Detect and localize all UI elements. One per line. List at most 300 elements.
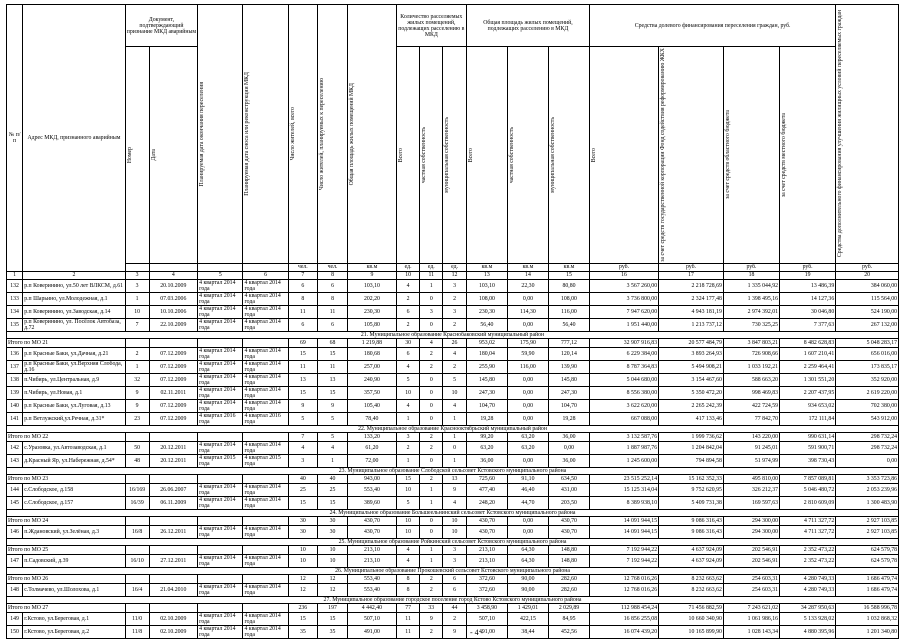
table-cell: 11: [396, 625, 420, 638]
address-cell: с.Слободское, д.157: [23, 496, 126, 509]
address-cell: п.Чибирь, ул.Новая, д.1: [23, 386, 126, 399]
table-cell: 180,68: [348, 347, 397, 360]
table-cell: 230,30: [348, 305, 397, 318]
table-cell: 4 квартал 2014 года: [198, 483, 243, 496]
table-cell: 2: [420, 347, 443, 360]
table-cell: 298 732,24: [836, 441, 899, 454]
table-cell: 5: [443, 373, 467, 386]
subtotal-row: [7, 545, 899, 554]
table-cell: 63,20: [466, 441, 507, 454]
table-cell: 1 300 483,90: [836, 496, 899, 509]
subtotal-cell: 294 300,00: [723, 516, 779, 525]
table-cell: 384 060,00: [836, 279, 899, 292]
subtotal-cell: 34 287 950,63: [780, 603, 836, 612]
table-cell: 80,80: [548, 279, 589, 292]
table-cell: 2 810 609,09: [780, 496, 836, 509]
table-cell: 19,28: [548, 412, 589, 425]
header-address: Адрес МКД, признанного аварийным: [23, 5, 126, 272]
subtotal-cell: 2 352 473,22: [780, 545, 836, 554]
table-cell: 0: [420, 412, 443, 425]
table-cell: 794 894,58: [659, 454, 724, 467]
unit-cell: кв.м: [466, 263, 507, 271]
table-cell: 13: [288, 373, 317, 386]
table-cell: 1 951 440,00: [590, 318, 659, 331]
table-cell: 11/8: [125, 625, 149, 638]
table-cell: 213,10: [348, 554, 397, 567]
table-cell: 5 350 472,20: [659, 386, 724, 399]
section-heading-row: [7, 467, 899, 474]
subtotal-cell: 30: [396, 338, 420, 347]
subtotal-cell: 2: [420, 432, 443, 441]
subtotal-cell: [125, 338, 149, 347]
table-cell: 4 637 924,09: [659, 554, 724, 567]
table-cell: 2: [125, 347, 149, 360]
table-cell: 149: [7, 612, 23, 625]
subtotal-cell: 2: [420, 574, 443, 583]
table-cell: 1 213 737,12: [659, 318, 724, 331]
subtotal-cell: [243, 338, 288, 347]
table-cell: 4 квартал 2014 года: [198, 625, 243, 638]
table-cell: 4 квартал 2016 года: [198, 412, 243, 425]
subtotal-cell: 943,00: [348, 474, 397, 483]
table-cell: 4: [317, 441, 347, 454]
table-cell: 240,90: [348, 373, 397, 386]
table-cell: 07.03.2006: [149, 292, 198, 305]
table-cell: 4 квартал 2016 года: [243, 412, 288, 425]
section-title: 22. Муниципальное образование Краснооктябрьский муниципальный район: [7, 425, 899, 432]
subtotal-cell: 133,20: [348, 432, 397, 441]
subtotal-cell: [149, 545, 198, 554]
subtotal-cell: 15: [396, 474, 420, 483]
table-cell: 5 409 731,38: [659, 496, 724, 509]
table-cell: 282,60: [548, 583, 589, 596]
table-cell: 1 398 495,16: [723, 292, 779, 305]
table-cell: 0,00: [507, 292, 548, 305]
subtotal-cell: 7 857 089,81: [780, 474, 836, 483]
table-cell: 202 546,91: [723, 554, 779, 567]
subtotal-cell: 69: [288, 338, 317, 347]
subtotal-cell: 16 588 996,78: [836, 603, 899, 612]
unit-cell: кв.м: [548, 263, 589, 271]
table-cell: 15: [288, 496, 317, 509]
table-cell: 07.12.2009: [149, 399, 198, 412]
table-cell: 2: [420, 625, 443, 638]
column-number: 8: [317, 271, 347, 279]
subtotal-cell: [198, 574, 243, 583]
table-cell: 148: [7, 583, 23, 596]
subtotal-cell: 77: [396, 603, 420, 612]
table-cell: 108,00: [466, 292, 507, 305]
subtotal-cell: 15 162 352,33: [659, 474, 724, 483]
table-row: [7, 496, 899, 509]
column-number: 9: [348, 271, 397, 279]
subtotal-cell: [243, 474, 288, 483]
table-row: [7, 292, 899, 305]
column-number: 3: [125, 271, 149, 279]
subtotal-cell: 197: [317, 603, 347, 612]
table-cell: 4 квартал 2014 года: [198, 496, 243, 509]
subtotal-cell: 4: [396, 545, 420, 554]
table-cell: 15: [288, 386, 317, 399]
section-heading-row: [7, 538, 899, 545]
unit-cell: кв.м: [507, 263, 548, 271]
subtotal-cell: [243, 516, 288, 525]
table-cell: 203,50: [548, 496, 589, 509]
table-cell: 15: [317, 386, 347, 399]
table-cell: 10: [396, 483, 420, 496]
table-cell: 11: [288, 360, 317, 373]
table-cell: 4: [443, 399, 467, 412]
table-cell: 4 880 395,96: [780, 625, 836, 638]
address-cell: р.п Красные Баки, ул.Дачная, д.21: [23, 347, 126, 360]
table-cell: 7 192 944,22: [590, 554, 659, 567]
section-heading-row: [7, 509, 899, 516]
table-cell: 4 квартал 2014 года: [198, 554, 243, 567]
table-cell: 35: [317, 625, 347, 638]
table-cell: 1: [125, 360, 149, 373]
table-cell: 35: [288, 625, 317, 638]
table-cell: 15: [317, 496, 347, 509]
subtotal-cell: [198, 338, 243, 347]
table-cell: 247,30: [548, 386, 589, 399]
table-cell: 1 686 479,74: [836, 583, 899, 596]
subtotal-cell: 13: [443, 474, 467, 483]
subtotal-cell: [125, 516, 149, 525]
table-cell: 10 660 340,90: [659, 612, 724, 625]
table-cell: 4 квартал 2014 года: [243, 347, 288, 360]
table-row: [7, 373, 899, 386]
table-cell: 144: [7, 483, 23, 496]
table-cell: 254 603,31: [723, 583, 779, 596]
subtotal-cell: 4: [420, 338, 443, 347]
column-number: 6: [243, 271, 288, 279]
table-row: [7, 399, 899, 412]
subtotal-cell: 2 029,89: [548, 603, 589, 612]
subtotal-cell: 3 353 723,86: [836, 474, 899, 483]
table-cell: 477,40: [466, 483, 507, 496]
column-number: 12: [443, 271, 467, 279]
header-funds-total: Всего: [590, 47, 659, 264]
table-cell: 4 квартал 2014 года: [198, 373, 243, 386]
table-cell: 2 619 220,00: [836, 386, 899, 399]
header-area-group: Общая площадь жилых помещений, подлежащих расселению в МКД: [466, 5, 589, 47]
address-cell: р.п Красные Баки, ул.Верхняя Слобода, д.16: [23, 360, 126, 373]
address-cell: р.п Красные Баки, ул.Луговая, д.13: [23, 399, 126, 412]
table-cell: 1: [443, 454, 467, 467]
table-cell: 294 300,00: [723, 525, 779, 538]
column-number: 14: [507, 271, 548, 279]
subtotal-cell: [125, 545, 149, 554]
table-cell: 8 787 364,83: [590, 360, 659, 373]
table-cell: 2 352 473,22: [780, 554, 836, 567]
table-cell: 13: [317, 373, 347, 386]
table-cell: 5 494 908,21: [659, 360, 724, 373]
subtotal-cell: 254 603,31: [723, 574, 779, 583]
table-cell: 30: [288, 525, 317, 538]
subtotal-cell: [125, 474, 149, 483]
table-cell: 1: [396, 412, 420, 425]
subtotal-cell: 5 048 283,17: [836, 338, 899, 347]
table-cell: 135: [7, 318, 23, 331]
header-fund-reform: за счет средств государственной корпорации Фонд содействия реформированию ЖКХ: [659, 47, 724, 264]
table-cell: 22.10.2009: [149, 318, 198, 331]
table-cell: 10: [288, 554, 317, 567]
table-cell: 357,50: [348, 386, 397, 399]
subtotal-cell: 7: [288, 432, 317, 441]
table-cell: 145: [7, 496, 23, 509]
header-fund-local: за счет средств местного бюджета: [780, 47, 836, 264]
table-cell: 1 201 340,80: [836, 625, 899, 638]
table-cell: 2 974 392,01: [723, 305, 779, 318]
table-cell: 103,10: [348, 279, 397, 292]
table-cell: 4: [396, 279, 420, 292]
table-cell: 2: [443, 612, 467, 625]
subtotal-label: Итого по МО 22: [7, 432, 126, 441]
table-cell: 16/8: [125, 525, 149, 538]
address-cell: г.Кстово, ул.Береговая, д.1: [23, 612, 126, 625]
table-cell: 0: [420, 454, 443, 467]
subtotal-cell: 20 577 484,79: [659, 338, 724, 347]
table-cell: 0,00: [507, 525, 548, 538]
table-cell: 247,30: [466, 386, 507, 399]
table-cell: 0: [420, 373, 443, 386]
subtotal-cell: 3: [396, 432, 420, 441]
subtotal-cell: 14 091 944,15: [590, 516, 659, 525]
table-cell: 2: [396, 292, 420, 305]
subtotal-cell: 1 686 479,74: [836, 574, 899, 583]
table-cell: 726 908,66: [723, 347, 779, 360]
subtotal-cell: 953,02: [466, 338, 507, 347]
subtotal-cell: 236: [288, 603, 317, 612]
table-cell: 0,00: [836, 454, 899, 467]
header-rooms-total: Всего: [396, 47, 420, 264]
subtotal-cell: 4 637 924,09: [659, 545, 724, 554]
table-cell: 11: [288, 305, 317, 318]
table-row: [7, 305, 899, 318]
table-cell: 139,90: [548, 360, 589, 373]
subtotal-cell: 10: [396, 516, 420, 525]
subtotal-cell: 9 086 316,43: [659, 516, 724, 525]
table-row: [7, 612, 899, 625]
subtotal-cell: 99,20: [466, 432, 507, 441]
table-cell: 4: [396, 360, 420, 373]
table-cell: 389,60: [348, 496, 397, 509]
table-cell: 7 947 620,00: [590, 305, 659, 318]
subtotal-cell: 213,10: [348, 545, 397, 554]
table-cell: 16/10: [125, 554, 149, 567]
table-row: [7, 279, 899, 292]
table-cell: 0: [420, 318, 443, 331]
subtotal-cell: 202 546,91: [723, 545, 779, 554]
subtotal-label: Итого по МО 27: [7, 603, 126, 612]
subtotal-cell: 44: [443, 603, 467, 612]
address-cell: п.Ждановский, ул.Зелёная, д.3: [23, 525, 126, 538]
subtotal-cell: 282,60: [548, 574, 589, 583]
table-cell: 2: [420, 360, 443, 373]
table-cell: 0,00: [507, 373, 548, 386]
table-cell: 553,40: [348, 583, 397, 596]
subtotal-cell: 7 243 621,02: [723, 603, 779, 612]
table-cell: 07.12.2009: [149, 347, 198, 360]
table-cell: 4 квартал 2014 года: [243, 279, 288, 292]
subtotal-label: Итого по МО 26: [7, 574, 126, 583]
table-cell: 543 912,00: [836, 412, 899, 425]
subtotal-cell: [149, 603, 198, 612]
table-cell: 105,80: [348, 318, 397, 331]
table-cell: 8: [288, 292, 317, 305]
table-cell: 4: [443, 496, 467, 509]
subtotal-cell: 430,70: [348, 516, 397, 525]
table-cell: 1 028 143,34: [723, 625, 779, 638]
table-cell: 145,80: [548, 373, 589, 386]
column-number: 1: [7, 271, 23, 279]
table-row: [7, 347, 899, 360]
table-cell: 64,30: [507, 554, 548, 567]
table-cell: 3 622 620,00: [590, 399, 659, 412]
table-cell: 10: [125, 305, 149, 318]
table-cell: 0: [420, 386, 443, 399]
unit-cell: руб.: [659, 263, 724, 271]
subtotal-cell: 495 810,00: [723, 474, 779, 483]
table-cell: 4 квартал 2014 года: [243, 318, 288, 331]
subtotal-cell: [149, 432, 198, 441]
table-cell: 10: [396, 525, 420, 538]
subtotal-cell: 553,40: [348, 574, 397, 583]
table-cell: 07.12.2009: [149, 360, 198, 373]
table-cell: 50: [125, 441, 149, 454]
table-row: [7, 318, 899, 331]
subtotal-cell: [149, 574, 198, 583]
table-cell: 4 квартал 2014 года: [198, 318, 243, 331]
subtotal-cell: 63,20: [507, 432, 548, 441]
unit-cell: руб.: [590, 263, 659, 271]
table-cell: 5 046 480,72: [780, 483, 836, 496]
subtotal-cell: 40: [288, 474, 317, 483]
table-cell: 9: [443, 625, 467, 638]
subtotal-cell: [125, 432, 149, 441]
table-cell: 63,20: [507, 441, 548, 454]
table-cell: 3 567 260,00: [590, 279, 659, 292]
table-cell: 32: [125, 373, 149, 386]
subtotal-cell: [198, 516, 243, 525]
table-row: [7, 525, 899, 538]
table-cell: 4 квартал 2014 года: [243, 496, 288, 509]
table-cell: 9 752 620,95: [659, 483, 724, 496]
table-cell: 1 335 044,92: [723, 279, 779, 292]
table-cell: 1 887 987,76: [590, 441, 659, 454]
table-cell: 11/0: [125, 612, 149, 625]
table-row: [7, 625, 899, 638]
header-area-private: частная собственность: [507, 47, 548, 264]
table-cell: 4 квартал 2014 года: [198, 525, 243, 538]
table-cell: 4 квартал 2014 года: [243, 612, 288, 625]
table-cell: 02.11.2011: [149, 386, 198, 399]
subtotal-cell: 1: [443, 432, 467, 441]
table-cell: 25: [317, 483, 347, 496]
table-cell: 36,00: [548, 454, 589, 467]
table-row: [7, 454, 899, 467]
table-cell: 491,00: [466, 625, 507, 638]
table-cell: 2 053 239,96: [836, 483, 899, 496]
table-cell: 4 квартал 2014 года: [243, 292, 288, 305]
subtotal-cell: 372,60: [466, 574, 507, 583]
subtotal-cell: 143 220,00: [723, 432, 779, 441]
table-cell: 9: [443, 483, 467, 496]
table-row: [7, 360, 899, 373]
subtotal-cell: 2 927 103,85: [836, 516, 899, 525]
table-cell: 4 квартал 2014 года: [243, 441, 288, 454]
table-header: [7, 5, 899, 280]
table-cell: 7 377,63: [780, 318, 836, 331]
table-row: [7, 386, 899, 399]
subtotal-cell: 634,50: [548, 474, 589, 483]
subtotal-cell: 90,00: [507, 574, 548, 583]
table-cell: 0: [420, 399, 443, 412]
table-cell: 06.11.2009: [149, 496, 198, 509]
header-no: № п/п: [7, 5, 23, 272]
table-cell: 148,80: [548, 554, 589, 567]
table-cell: 372,60: [466, 583, 507, 596]
table-cell: 6: [288, 279, 317, 292]
table-cell: 5: [288, 412, 317, 425]
table-cell: 02.10.2009: [149, 612, 198, 625]
subtotal-cell: 12: [288, 574, 317, 583]
table-cell: 667 088,00: [590, 412, 659, 425]
subtotal-cell: [243, 432, 288, 441]
table-cell: 7: [125, 318, 149, 331]
table-cell: 16/4: [125, 583, 149, 596]
address-cell: р.п Ветлужский,ул.Речная, д.31*: [23, 412, 126, 425]
section-title: 21. Муниципальное образование Краснобаковский муниципальный район: [7, 331, 899, 338]
resettlement-table: [6, 4, 899, 639]
table-cell: 1 245 600,00: [590, 454, 659, 467]
table-row: [7, 483, 899, 496]
table-cell: 2: [443, 360, 467, 373]
table-cell: 0: [420, 292, 443, 305]
subtotal-cell: 71 456 882,59: [659, 603, 724, 612]
subtotal-cell: 32 907 916,83: [590, 338, 659, 347]
table-cell: 491,00: [348, 625, 397, 638]
table-cell: 46,40: [507, 483, 548, 496]
header-rooms-private: частная собственность: [420, 47, 443, 264]
table-cell: 20.12.2011: [149, 454, 198, 467]
table-cell: 230,30: [466, 305, 507, 318]
table-cell: 1 033 192,21: [723, 360, 779, 373]
table-cell: 430,70: [348, 525, 397, 538]
table-cell: 10 165 899,90: [659, 625, 724, 638]
table-cell: 103,10: [466, 279, 507, 292]
unit-cell: ед.: [396, 263, 420, 271]
table-cell: 0: [443, 441, 467, 454]
table-cell: 588 663,20: [723, 373, 779, 386]
table-cell: 553,40: [348, 483, 397, 496]
table-cell: 6: [288, 318, 317, 331]
subtotal-cell: 26: [443, 338, 467, 347]
subtotal-cell: [149, 516, 198, 525]
table-cell: 10: [317, 554, 347, 567]
table-cell: 4 711 327,72: [780, 525, 836, 538]
address-cell: р.п Коверинино, ул.50 лет ВЛКСМ, д.61: [23, 279, 126, 292]
table-cell: 213,10: [466, 554, 507, 567]
table-cell: 1: [420, 483, 443, 496]
table-cell: 147: [7, 554, 23, 567]
section-title: 23. Муниципальное образование Слободской сельсовет Кстовского муниципального района: [7, 467, 899, 474]
table-cell: 452,56: [548, 625, 589, 638]
table-cell: 1 032 868,32: [836, 612, 899, 625]
subtotal-cell: 10: [288, 545, 317, 554]
table-cell: 91 245,01: [723, 441, 779, 454]
column-number: 15: [548, 271, 589, 279]
